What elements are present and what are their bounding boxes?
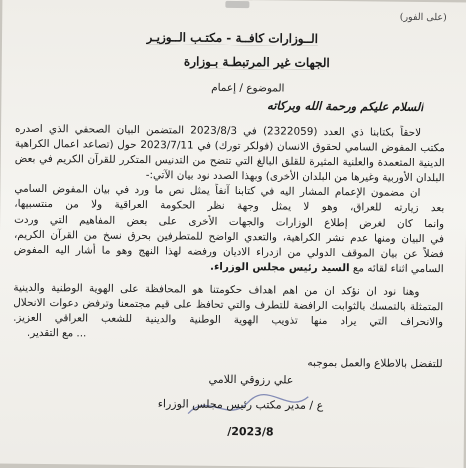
subject-line: الموضوع / إعمام — [211, 81, 285, 95]
body-line: ... مع التقدير. — [26, 327, 87, 340]
body-line: وانما كان لغرض إطلاع الوزارات والجهات الأخرى على بعض المفاهيم التي وردت — [14, 213, 445, 230]
letter-body — [13, 122, 445, 346]
urgency-label: (على الفور) — [399, 11, 447, 24]
prime-minister-mention: السيد رئيس مجلس الوزراء. — [209, 260, 350, 275]
signature-date: 2023/8/ — [227, 424, 274, 439]
signatory-title: ع / مدير مكتب رئيس مجلس الوزراء — [157, 397, 324, 412]
body-line: لاحقاً بكتابنا ذي العدد (2322059) في 2023/8/3 المتضمن البيان الصحفي الذي اصدره — [15, 122, 422, 139]
body-line: والانحراف التي يراد منها تذويب الهوية الوطنية والدينية للشعب العراقي العزيز. — [13, 311, 444, 329]
body-line: الدينية المتعمدة والعلنية المثيرة للقلق البالغ التي تتضح من التدنيس المتكرر للقرآن الكريم في بعض — [14, 152, 445, 170]
body-line: البلدان الأوربية وغيرها من البلدان الأخرى) وبهذا الصدد نود بيان الآتي:- — [145, 169, 445, 185]
body-text: السامي اثناء لقائه مع — [349, 262, 444, 276]
body-line: فضلاً عن بيان الموقف الدولي من ازدراء الاديان ورفضه لهذا النهج وهو ما أشار اليه المفوض — [13, 243, 444, 260]
body-line: المتمثلة بالتمسك بالثوابت الرافضة للتطرف والتي تحافظ على قيم مجتمعنا وترفض دعوات الانحلال — [13, 296, 444, 314]
letterhead-emblem — [207, 0, 267, 10]
body-line: بعد زيارته للعراق، وهو لا يمثل وجهة نظر الحكومة العراقية ولا من منتسبيها، — [14, 198, 445, 215]
closing-line: للتفضل بالاطلاع والعمل بموجبه — [307, 356, 443, 371]
body-line: ان مضمون الإعمام المشار اليه في كتابنا آنفاً يمثل نص ما ورد في بيان المفوض السامي — [14, 183, 421, 200]
recipient-line-2: الجهات غير المرتبطـة بـوزارة — [183, 54, 330, 71]
body-line: مكتب المفوض السامي لحقوق الانسان (فولكر تورك) في 2023/7/11 حول (تصاعد اعمال الكراهية — [14, 137, 445, 155]
signatory-name: علي رزوقي اللامي — [208, 372, 294, 387]
greeting: السلام عليكم ورحمة الله وبركاته — [267, 98, 424, 114]
body-line: وهنا نود ان نؤكد ان من اهم اهداف حكومتنا هو المحافظة على الهوية الوطنية والدينية — [13, 281, 420, 298]
body-line: في البيان ومنها عدم نشر الكراهية، والتعدي الواضح للمتطرفين بحرق نسخ من القرآن الكريم، — [13, 228, 445, 245]
recipient-line-1: الــوزارات كافــة - مكتـب الــوزيـر — [146, 30, 319, 46]
